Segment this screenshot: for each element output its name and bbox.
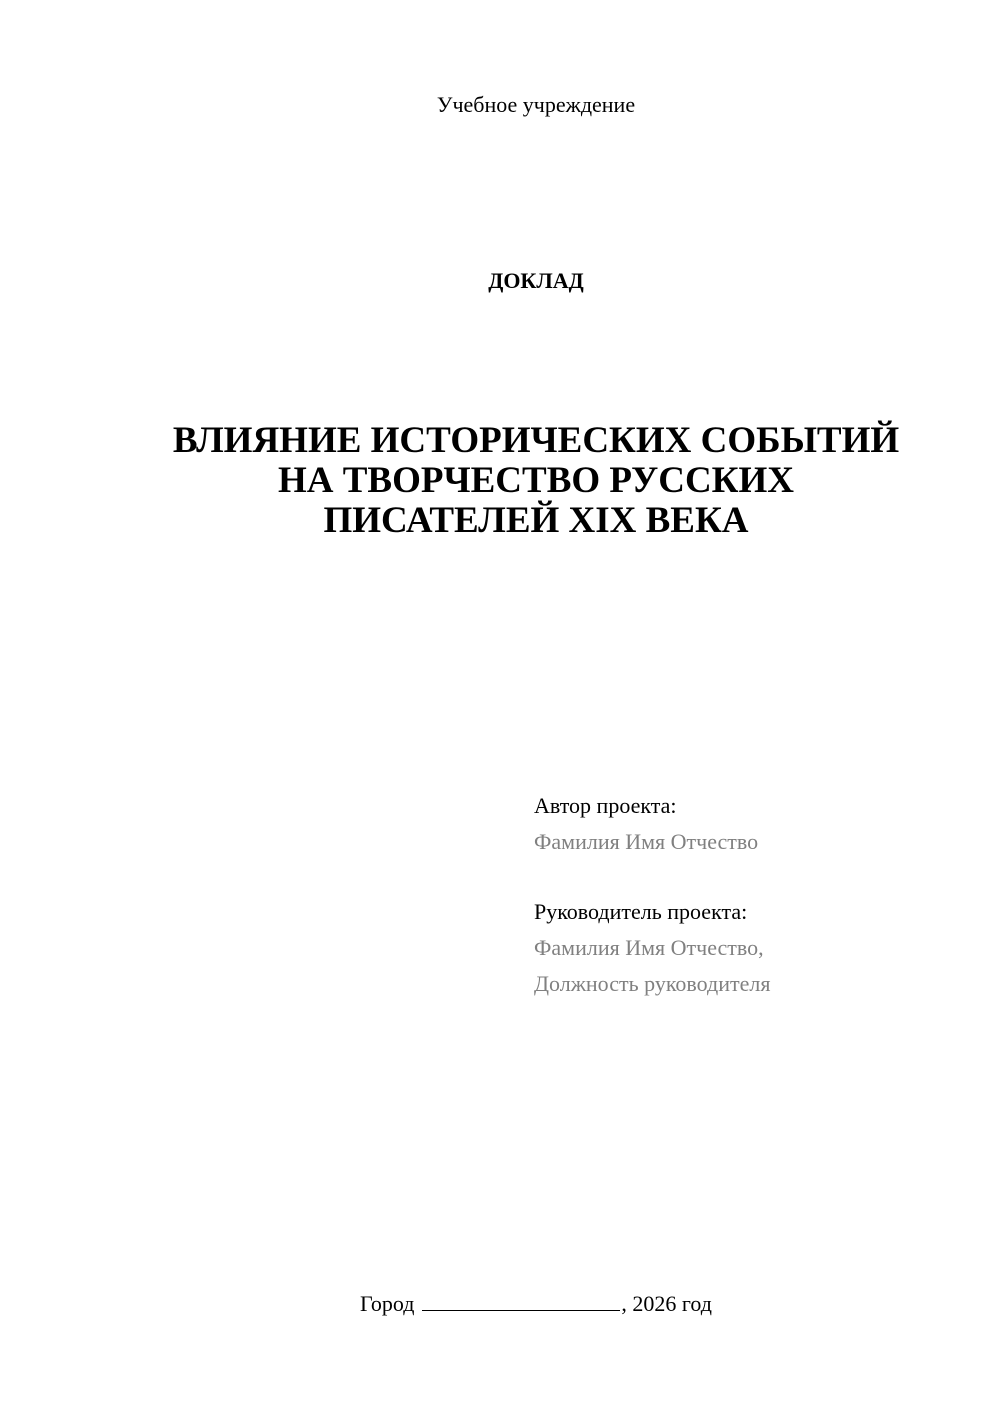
city-blank-line [422, 1290, 620, 1311]
project-info [534, 788, 954, 1002]
city-year-footer [0, 1290, 1000, 1318]
document-type: ДОКЛАД [488, 268, 584, 293]
year-text: , 2026 год [621, 1291, 712, 1316]
supervisor-name: Фамилия Имя Отчество, [534, 935, 764, 960]
author-label: Автор проекта: [534, 793, 677, 818]
supervisor-label: Руководитель проекта: [534, 899, 748, 924]
report-title [0, 421, 1000, 541]
author-name: Фамилия Имя Отчество [534, 829, 759, 854]
title-line-1: ВЛИЯНИЕ ИСТОРИЧЕСКИХ СОБЫТИЙ [172, 420, 900, 461]
title-line-2: НА ТВОРЧЕСТВО РУССКИХ [277, 460, 795, 501]
supervisor-position: Должность руководителя [534, 971, 771, 996]
title-line-3: ПИСАТЕЛЕЙ XIX ВЕКА [323, 500, 749, 541]
info-spacer [534, 860, 954, 894]
institution-name: Учебное учреждение [436, 92, 636, 117]
city-label: Город [360, 1291, 415, 1316]
